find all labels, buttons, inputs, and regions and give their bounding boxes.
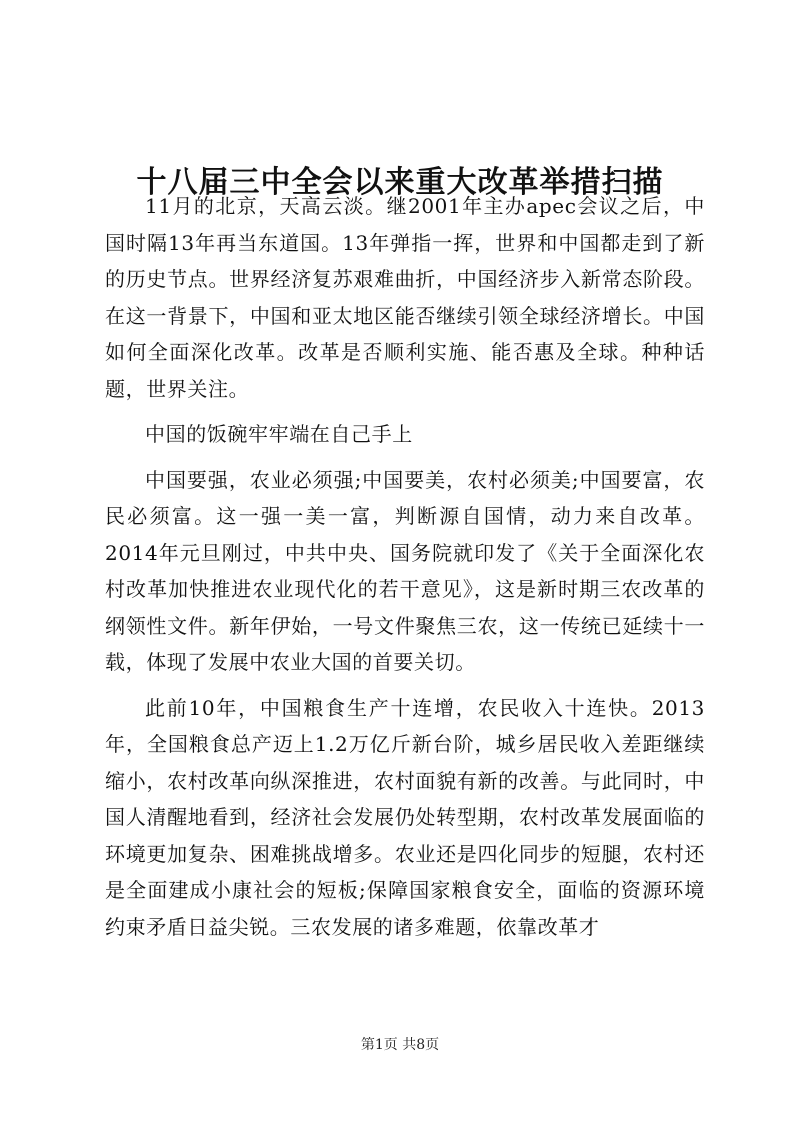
paragraph-intro: 11月的北京，天高云淡。继2001年主办apec会议之后，中国时隔13年再当东道国。13年弹指一挥，世界和中国都走到了新的历史节点。世界经济复苏艰难曲折，中国经济步入新常态阶段。在这一背景下，中国和亚太地区能否继续引领全球经济增长。中国如何全面深化改革。改革是否顺利实施、能否惠及全球。种种话题，世界关注。 — [105, 194, 705, 401]
section-heading: 中国的饭碗牢牢端在自己手上 — [145, 422, 413, 446]
paragraph-grain: 此前10年，中国粮食生产十连增，农民收入十连快。2013年，全国粮食总产迈上1.2万亿斤新台阶，城乡居民收入差距继续缩小，农村改革向纵深推进，农村面貌有新的改善。与此同时，中国人清醒地看到，经济社会发展仍处转型期，农村改革发展面临的环境更加复杂、困难挑战增多。农业还是四化同步的短腿，农村还是全面建成小康社会的短板;保障国家粮食安全，面临的资源环境约束矛盾日益尖锐。三农发展的诸多难题，依靠改革才 — [105, 695, 705, 939]
paragraph-agriculture: 中国要强，农业必须强;中国要美，农村必须美;中国要富，农民必须富。这一强一美一富，判断源自国情，动力来自改革。2014年元旦刚过，中共中央、国务院就印发了《关于全面深化农村改革加快推进农业现代化的若干意见》，这是新时期三农改革的纲领性文件。新年伊始，一号文件聚焦三农，这一传统已延续十一载，体现了发展中农业大国的首要关切。 — [105, 467, 705, 674]
body-text — [105, 188, 705, 945]
page-footer: 第1页 共8页 — [360, 1037, 440, 1053]
page-title: 十八届三中全会以来重大改革举措扫描 — [136, 165, 664, 201]
